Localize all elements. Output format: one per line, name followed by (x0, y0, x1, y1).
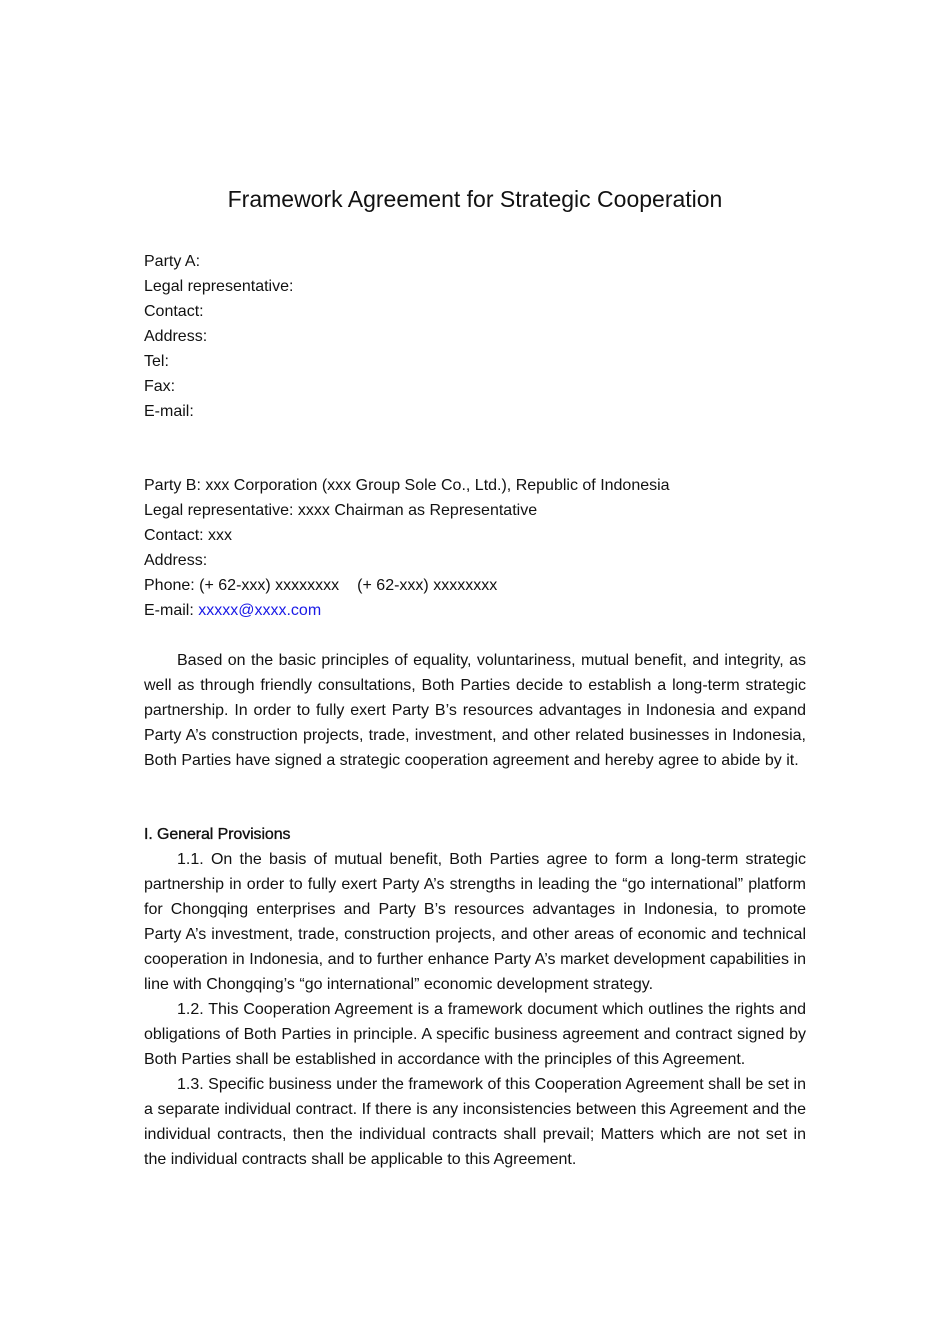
clause-1-2: 1.2. This Cooperation Agreement is a framework document which outlines the rights and obligations of Both Parties in principle. A specific business agreement and contract signed by Both Parties shall be established in accordance with the principles of this Agreement. (144, 1001, 806, 1068)
party-a-address: Address: (144, 328, 208, 345)
party-b-details (144, 473, 806, 623)
party-a-fax: Fax: (144, 378, 176, 395)
intro-paragraph: Based on the basic principles of equality, voluntariness, mutual benefit, and integrity, as well as through friendly consultations, Both Parties decide to establish a long-term strategic partnership. In order to fully exert Party B’s resources advantages in Indonesia and expand Party A’s construction projects, trade, investment, and other related businesses in Indonesia, Both Parties have signed a strategic cooperation agreement and hereby agree to abide by it. (144, 652, 806, 769)
clause-1-1: 1.1. On the basis of mutual benefit, Both Parties agree to form a long-term strategic partnership in order to fully exert Party A’s strengths in leading the “go international” platform for Chongqing enterprises and Party B’s resources advantages in Indonesia, to promote Party A’s investment, trade, construction projects, and other areas of economic and technical cooperation in Indonesia, and to further enhance Party A’s market development capabilities in line with Chongqing’s “go international” economic development strategy. (144, 851, 806, 993)
party-a-contact: Contact: (144, 303, 204, 320)
party-b-address: Address: (144, 552, 208, 569)
clause-1-3: 1.3. Specific business under the framework of this Cooperation Agreement shall be set in a separate individual contract. If there is any inconsistencies between this Agreement and the individual contracts, then the individual contracts shall prevail; Matters which are not set in the individual contracts shall be applicable to this Agreement. (144, 1076, 806, 1168)
party-b-legal-representative: Legal representative: xxxx Chairman as Representative (144, 502, 538, 519)
party-b-email-label: E-mail: (144, 602, 199, 619)
section-heading: I. General Provisions (144, 826, 291, 843)
party-b-contact: Contact: xxx (144, 527, 233, 544)
party-b-phone-primary: Phone: (+ 62-xxx) xxxxxxxx (144, 577, 340, 594)
party-b-phone (144, 573, 806, 598)
party-b-email-link[interactable]: xxxxx@xxxx.com (198, 602, 322, 619)
party-b-phone-secondary: (+ 62-xxx) xxxxxxxx (357, 577, 498, 594)
party-a-tel: Tel: (144, 353, 169, 370)
party-b-label: Party B: xxx Corporation (xxx Group Sole Co., Ltd.), Republic of Indonesia (144, 477, 670, 494)
intro-section (144, 648, 806, 773)
document-title: Framework Agreement for Strategic Cooperation (227, 186, 723, 212)
party-b-email (144, 598, 806, 623)
party-a-email: E-mail: (144, 403, 194, 420)
general-provisions-section (144, 822, 806, 1172)
party-a-label: Party A: (144, 253, 201, 270)
party-a-details (144, 249, 806, 424)
party-a-legal-representative: Legal representative: (144, 278, 294, 295)
